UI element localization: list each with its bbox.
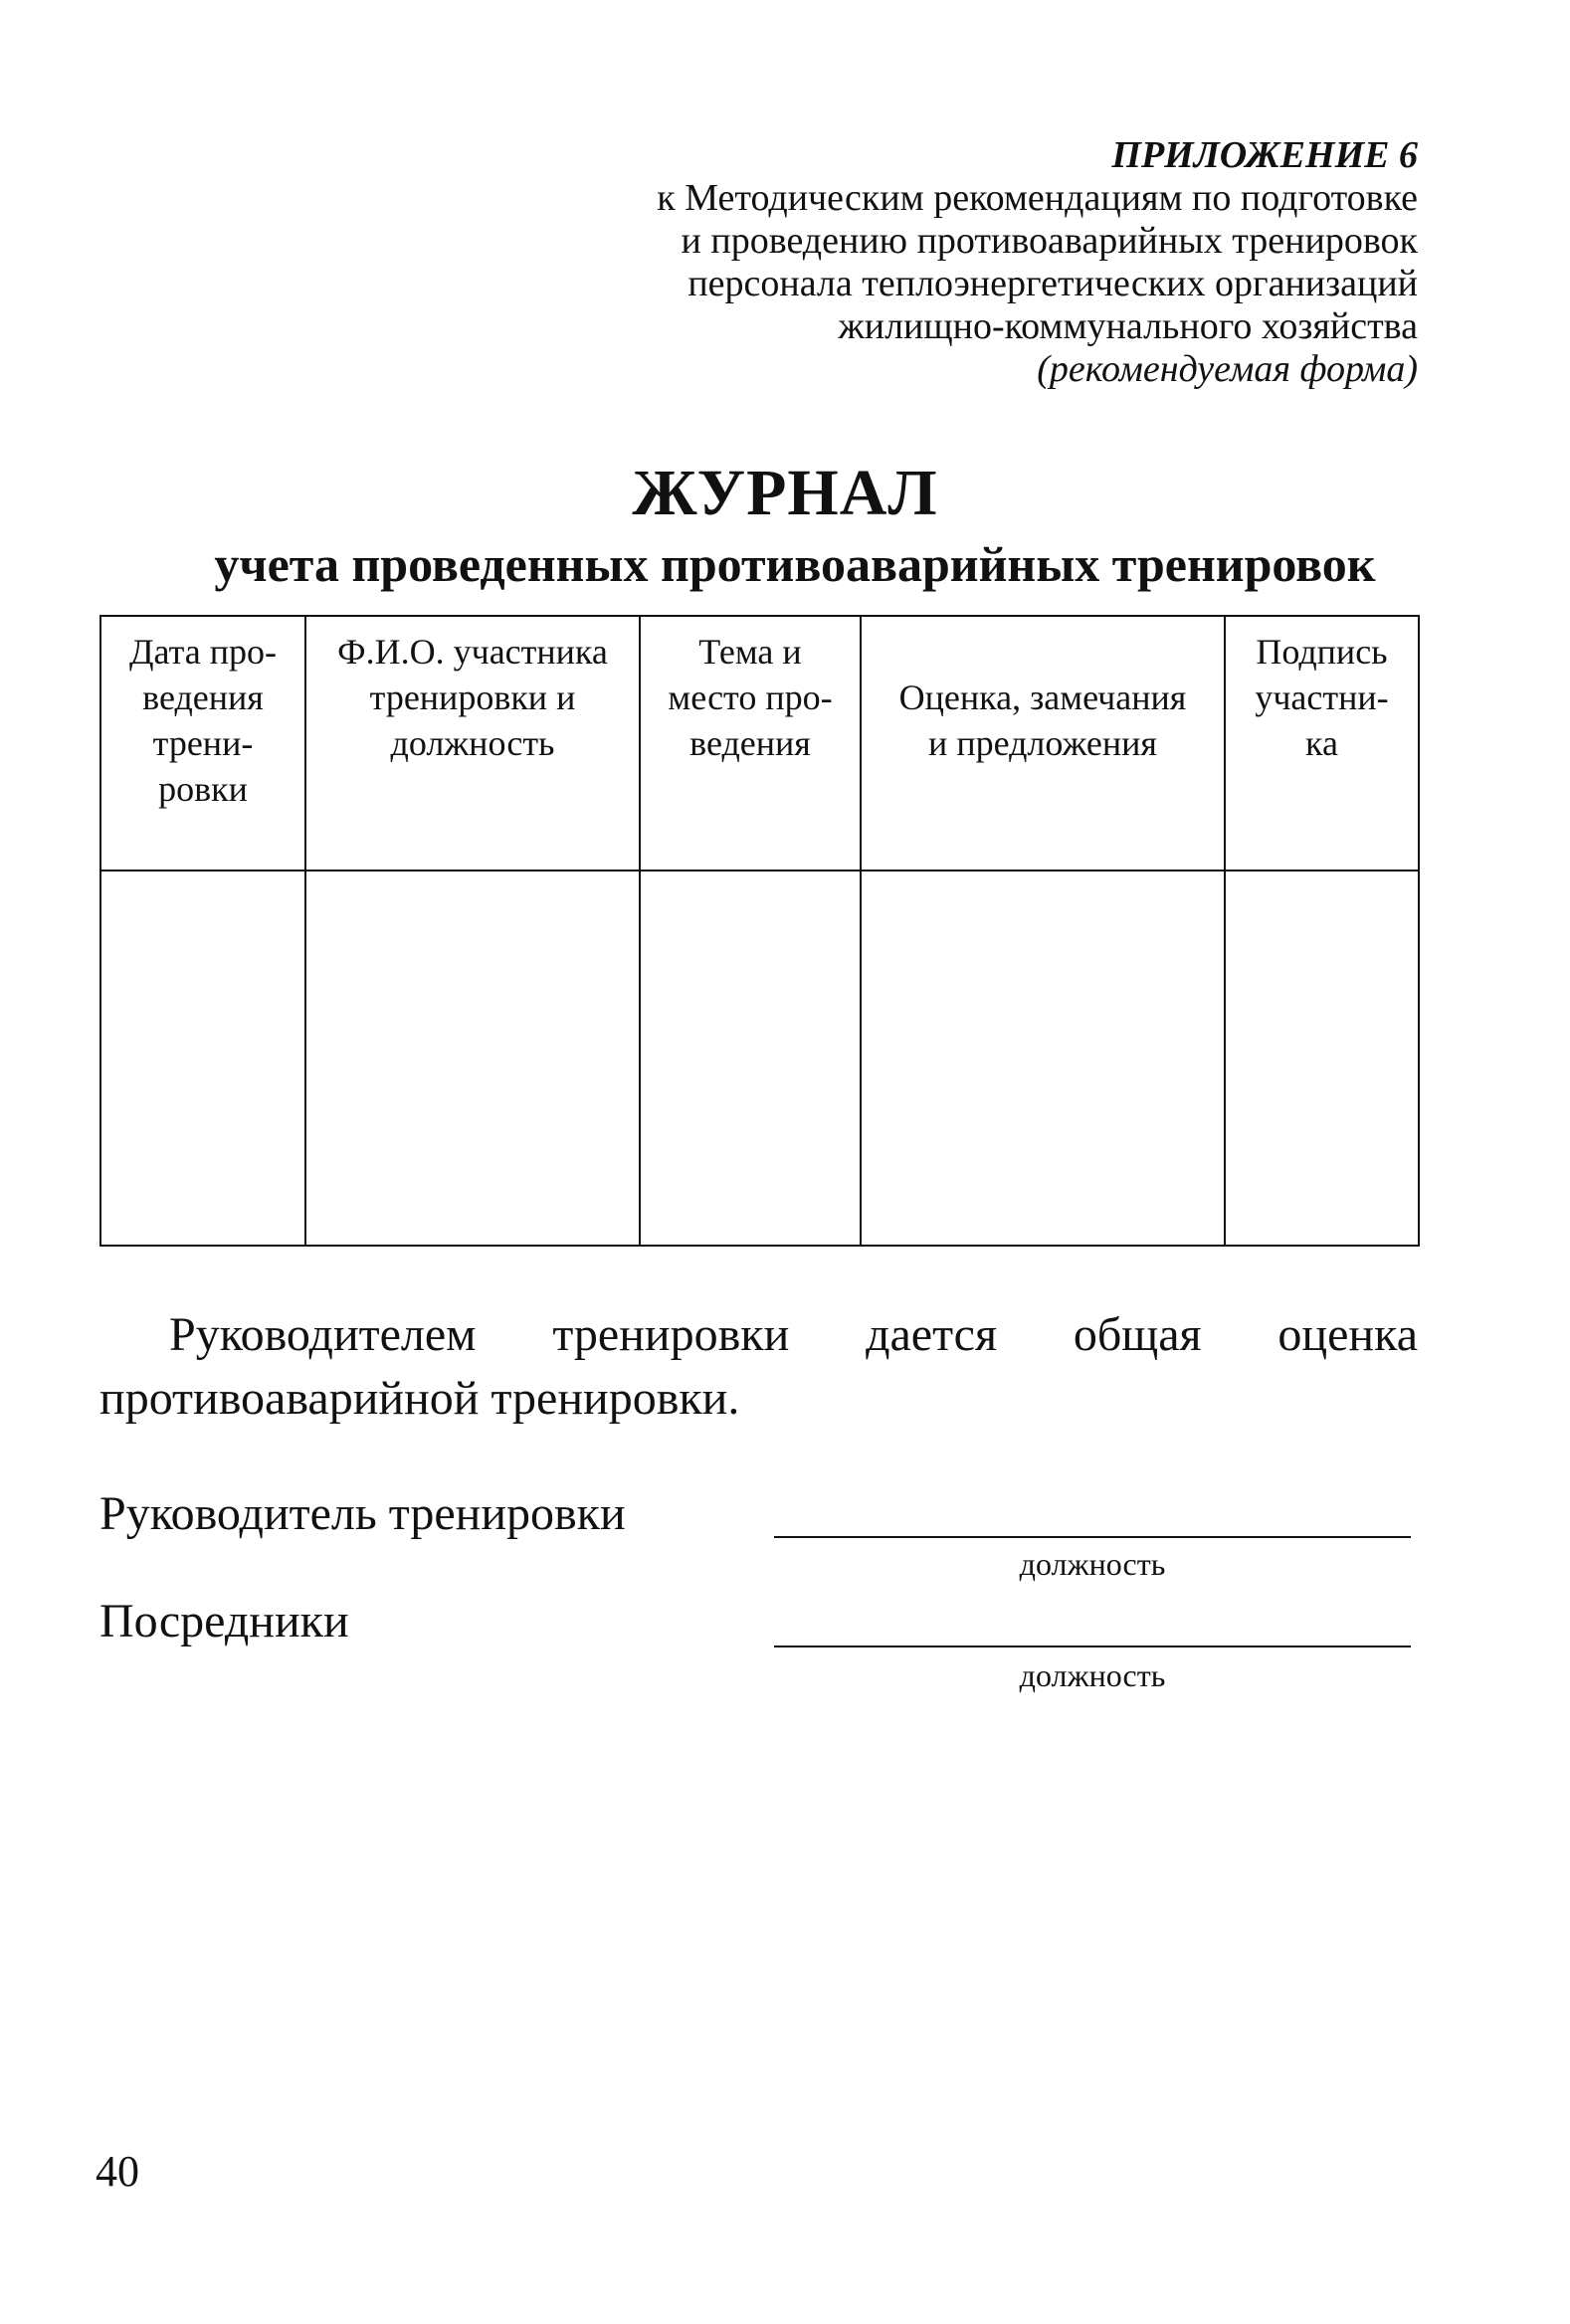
- header-line: место про-: [668, 678, 833, 717]
- header-line: должность: [390, 723, 555, 763]
- journal-subtitle: учета проведенных противоаварийных тренировок: [214, 536, 1376, 592]
- mediators-label: Посредники: [99, 1595, 349, 1647]
- header-line: Дата про-: [128, 632, 277, 672]
- header-line: ровки: [158, 769, 248, 809]
- header-line: тренировки и: [369, 678, 576, 717]
- header-date: [100, 616, 305, 871]
- journal-title: ЖУРНАЛ: [632, 457, 938, 529]
- leader-caption: должность: [1019, 1546, 1166, 1582]
- appendix-line: к Методическим рекомендациям по подготовке: [657, 177, 1418, 219]
- appendix-line: персонала теплоэнергетических организаций: [687, 263, 1418, 304]
- header-line: Ф.И.О. участника: [337, 632, 608, 672]
- header-participant: [305, 616, 640, 871]
- header-topic: [640, 616, 861, 871]
- table-cell: [640, 871, 861, 1246]
- header-line: ведения: [142, 678, 264, 717]
- leader-label: Руководитель тренировки: [99, 1487, 626, 1540]
- header-line: Оценка, замечания: [898, 678, 1187, 717]
- mediators-caption: должность: [1019, 1657, 1166, 1693]
- header-signature: [1225, 616, 1419, 871]
- mediators-signature-line: [774, 1646, 1411, 1647]
- table-row: [100, 871, 1419, 1246]
- appendix-header: [423, 134, 1418, 391]
- assessment-paragraph: Руководителем тренировки дается общая оценка противоаварийной тренировки.: [99, 1308, 1418, 1425]
- appendix-label: ПРИЛОЖЕНИЕ 6: [1111, 134, 1418, 176]
- header-line: участни-: [1255, 678, 1389, 717]
- table-cell: [861, 871, 1225, 1246]
- header-line: и предложения: [928, 723, 1157, 763]
- journal-table: [99, 615, 1420, 1247]
- appendix-line: жилищно-коммунального хозяйства: [838, 305, 1418, 347]
- header-line: ка: [1305, 723, 1338, 763]
- table-cell: [100, 871, 305, 1246]
- page-number: 40: [96, 2147, 139, 2196]
- header-assessment: [861, 616, 1225, 871]
- header-line: Тема и: [698, 632, 802, 672]
- header-line: Подпись: [1256, 632, 1388, 672]
- header-line: трени-: [152, 723, 254, 763]
- appendix-line: и проведению противоаварийных тренировок: [681, 220, 1418, 262]
- table-header-row: [100, 616, 1419, 871]
- table-cell: [1225, 871, 1419, 1246]
- header-line: ведения: [689, 723, 811, 763]
- form-note: (рекомендуемая форма): [1037, 348, 1418, 390]
- table-cell: [305, 871, 640, 1246]
- leader-signature-line: [774, 1536, 1411, 1538]
